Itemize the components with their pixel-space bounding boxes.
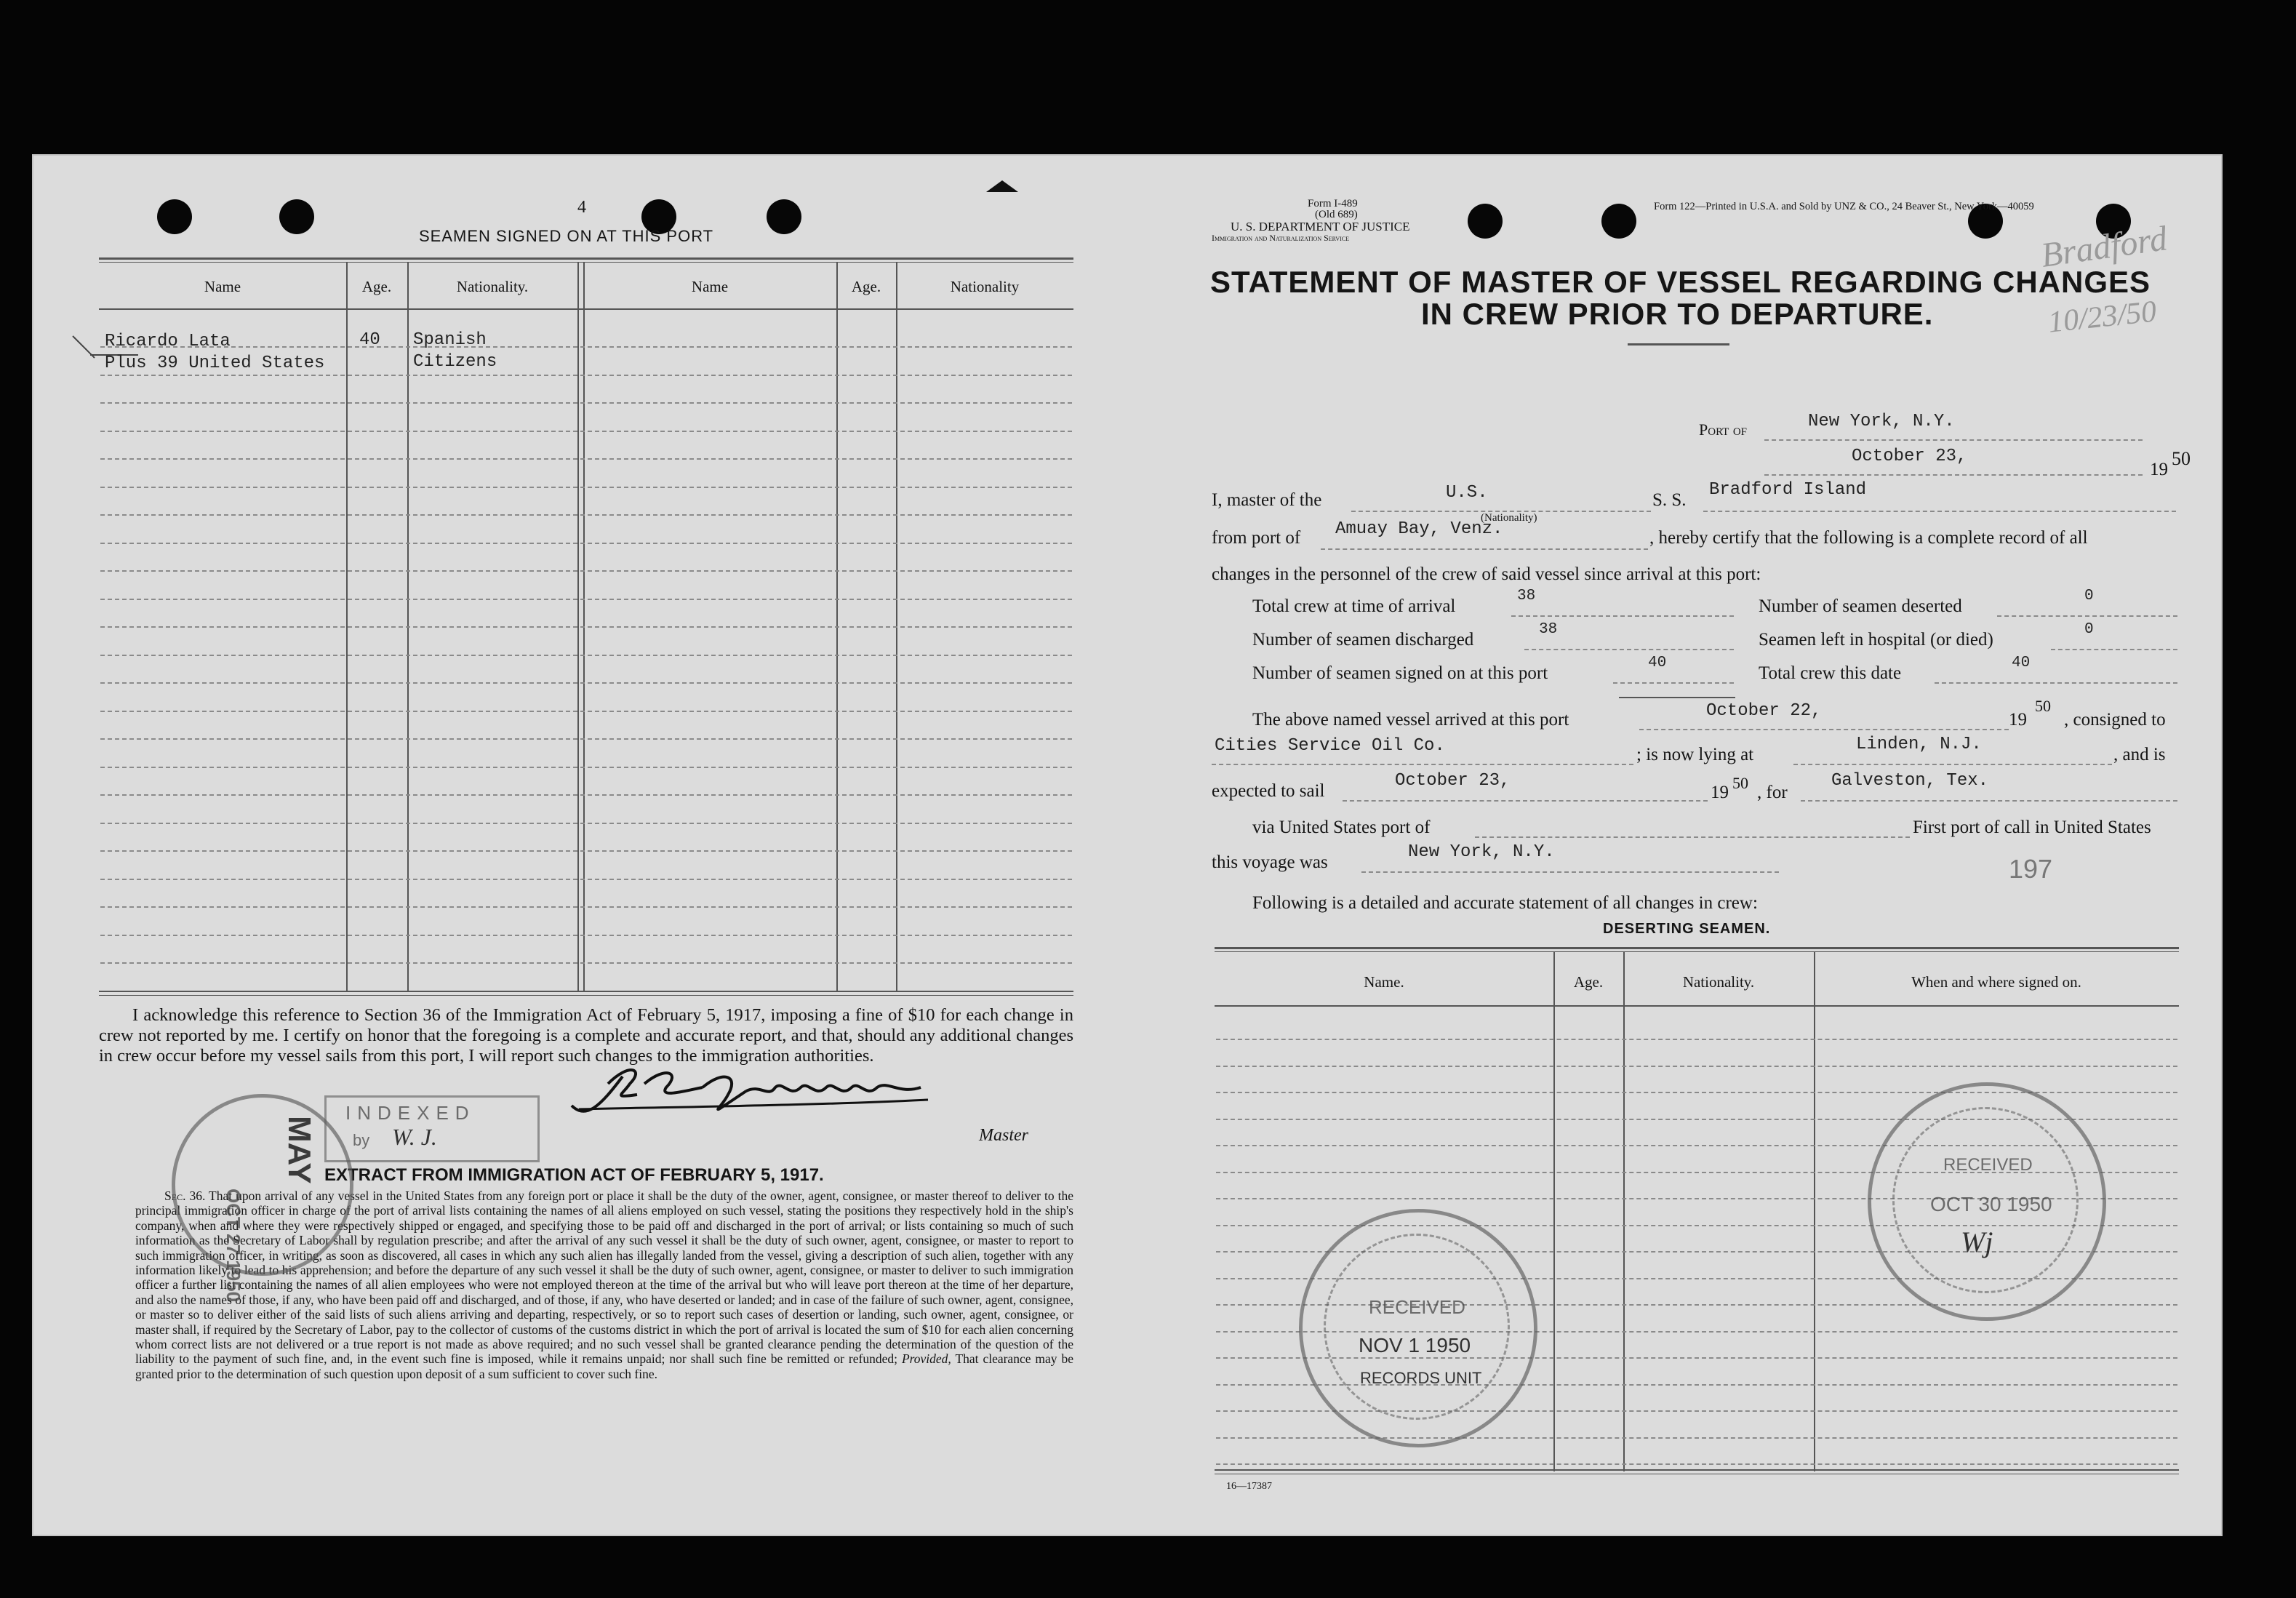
seaman-name: Ricardo Lata xyxy=(105,332,231,351)
document-scan xyxy=(32,154,2223,1536)
extract-title: EXTRACT FROM IMMIGRATION ACT OF FEBRUARY 5, 1917. xyxy=(324,1165,824,1185)
form-title-line2: IN CREW PRIOR TO DEPARTURE. xyxy=(1421,297,1934,331)
certify-text-2: changes in the personnel of the crew of said vessel since arrival at this port: xyxy=(1212,564,1761,584)
table-row-line xyxy=(100,543,1072,544)
stat-value: 0 xyxy=(2084,588,2094,604)
footer-code: 16—17387 xyxy=(1226,1481,1272,1492)
year-prefix: 19 xyxy=(2150,460,2168,479)
received-date: NOV 1 1950 xyxy=(1359,1334,1471,1357)
table-row-line xyxy=(1216,1039,2177,1040)
tear-mark xyxy=(986,180,1018,192)
certify-text: , hereby certify that the following is a complete record of all xyxy=(1649,528,2088,548)
extract-proviso-label: Provided, xyxy=(901,1351,951,1367)
expected-year: 50 xyxy=(1732,774,1748,792)
extract-proviso: That clearance may be granted prior to the determination of such question upon deposit of a sum sufficient to cover such fine. xyxy=(135,1351,1073,1381)
received-label: RECEIVED xyxy=(1369,1296,1465,1318)
table-row-line xyxy=(100,738,1072,740)
table-row-line xyxy=(100,458,1072,460)
deserting-title: DESERTING SEAMEN. xyxy=(1603,921,1771,937)
stat-label: Number of seamen deserted xyxy=(1759,596,1962,616)
column-header: When and where signed on. xyxy=(1911,973,2081,991)
expected-year-prefix: 19 xyxy=(1711,783,1729,802)
handwritten-vessel-name: Bradford xyxy=(2039,219,2170,275)
table-row-line xyxy=(1216,1066,2177,1067)
punch-hole xyxy=(767,199,801,234)
received-label: RECEIVED xyxy=(1943,1155,2033,1175)
arrived-label: The above named vessel arrived at this port xyxy=(1252,710,1569,730)
stat-label: Seamen left in hospital (or died) xyxy=(1759,630,1993,650)
arrived-year: 50 xyxy=(2035,697,2051,715)
table-row-line xyxy=(100,682,1072,684)
stat-value: 0 xyxy=(2084,621,2094,638)
stat-label: Total crew this date xyxy=(1759,663,1902,683)
column-header: Nationality xyxy=(950,278,1020,295)
extract-body: That upon arrival of any vessel in the United States from any foreign port or place it shall be the duty of the owner, agent, consignee, or master thereof to deliver to the principal immigration officer in charge of the port of arrival lists containing the names of all aliens employed on such vessel, stating the positions they respectively hold in the ship's company, when and where they were respectively shipped or engaged, and specifying those to be paid off and discharged in the port of arrival; or lists containing so much of such information as the Secretary of Labor shall by regulation prescribe; and after the arrival of any such vessel it shall be the duty of such owner, agent, consignee, or master to report to such immigration officer, in writing, as soon as discovered, all cases in which any such alien has illegally landed from the vessel, giving a description of such alien, together with any information likely to lead to his apprehension; and before the departure of any such vessel it shall be the duty of such owner, agent, consignee, or master to deliver to such immigration officer a further list containing the names of all alien employees who were not employed thereon at the time of the arrival but who will leave port thereon at the time of her departure, and also the names of those, if any, who have been paid off and discharged, and of those, if any, who have deserted or landed; and in case of the failure of such owner, agent, consignee, or master so to deliver either of the said lists of such aliens arriving and departing, respectively, or so to report such cases of desertion or landing, such owner, agent, consignee, or master shall, if required by the Secretary of Labor, pay to the collector of customs of the customs district in which the port of arrival is located the sum of $10 for each alien concerning whom correct lists are not delivered or a true report is not made as above required; and no such vessel shall be granted clearance pending the determination of the question of the liability to the payment of such fine, and, in the event such fine is imposed, while it remains unpaid; nor shall such fine be remitted or refunded; xyxy=(135,1188,1073,1367)
table-row-line xyxy=(100,487,1072,488)
seaman-nationality: Citizens xyxy=(413,352,497,372)
printer-note: Form 122—Printed in U.S.A. and Sold by UNZ & CO., 24 Beaver St., New York—40059 xyxy=(1654,201,2034,212)
service: Immigration and Naturalization Service xyxy=(1212,233,1350,243)
consignee: Cities Service Oil Co. xyxy=(1215,736,1445,756)
column-header: Name xyxy=(691,278,729,295)
table-row-line xyxy=(100,570,1072,572)
received-stamp-oct xyxy=(1868,1082,2115,1330)
expected-date: October 23, xyxy=(1395,771,1511,791)
year-value: 50 xyxy=(2172,448,2191,469)
master-signature xyxy=(557,1055,935,1127)
records-unit-label: RECORDS UNIT xyxy=(1360,1369,1482,1387)
acknowledgment-text: I acknowledge this reference to Section 36 of the Immigration Act of February 5, 1917, imposing a fine of $10 for each change in crew not reported by me. I certify on honor that the foregoing is a complete and accurate report, and that, should any additional changes in crew occur before my vessel sails from this port, I will report such changes to the immigration authorities. xyxy=(99,1005,1073,1066)
table-row xyxy=(105,353,324,373)
seaman-nationality: Spanish xyxy=(413,330,487,350)
destination: Galveston, Tex. xyxy=(1831,771,1989,791)
department: U. S. DEPARTMENT OF JUSTICE xyxy=(1231,220,1410,233)
seaman-age: 40 xyxy=(359,330,380,350)
arrived-year-prefix: 19 xyxy=(2009,710,2027,730)
stat-value: 38 xyxy=(1539,621,1558,638)
lying-at: Linden, N.J. xyxy=(1856,735,1982,754)
punch-hole xyxy=(1468,204,1503,239)
stamped-number: 197 xyxy=(2009,854,2053,884)
following-text: Following is a detailed and accurate statement of all changes in crew: xyxy=(1252,893,1758,913)
table-row-line xyxy=(100,879,1072,880)
vessel-name: Bradford Island xyxy=(1709,480,1867,500)
arrived-date: October 22, xyxy=(1706,701,1822,721)
from-port-label: from port of xyxy=(1212,528,1301,548)
first-port-value: New York, N.Y. xyxy=(1408,842,1555,862)
extract-section-label: Sec. 36. xyxy=(164,1188,206,1203)
form-old-number: (Old 689) xyxy=(1315,209,1358,220)
master-caption: Master xyxy=(979,1126,1028,1145)
column-header: Age. xyxy=(361,278,392,295)
column-header: Name xyxy=(204,278,241,295)
section-title: SEAMEN SIGNED ON AT THIS PORT xyxy=(419,227,714,245)
column-header: Nationality. xyxy=(456,278,529,295)
date-value: October 23, xyxy=(1852,447,1967,466)
punch-hole xyxy=(157,199,192,234)
port-of-label: Port of xyxy=(1699,420,1748,439)
table-row-line xyxy=(100,655,1072,656)
date-stamp-month: MAY xyxy=(281,1116,317,1184)
lying-label: ; is now lying at xyxy=(1636,745,1754,764)
stat-label: Number of seamen discharged xyxy=(1252,630,1474,650)
table-row-line xyxy=(100,962,1072,964)
table-row-line xyxy=(100,375,1072,376)
form-title-line1: STATEMENT OF MASTER OF VESSEL REGARDING CHANGES xyxy=(1210,265,2151,299)
table-row-line xyxy=(100,935,1072,936)
table-row-line xyxy=(100,431,1072,432)
table-row-line xyxy=(100,711,1072,712)
via-label: via United States port of xyxy=(1252,818,1431,837)
first-port-label: First port of call in United States xyxy=(1913,818,2151,837)
table-row-line xyxy=(100,514,1072,516)
and-is-label: , and is xyxy=(2113,745,2166,764)
column-header: Age. xyxy=(1573,973,1604,991)
handwritten-date: 10/23/50 xyxy=(2047,295,2159,340)
table-row xyxy=(105,332,231,351)
master-of-label: I, master of the xyxy=(1212,490,1322,510)
page-number: 4 xyxy=(577,198,586,217)
punch-hole xyxy=(279,199,314,234)
for-label: , for xyxy=(1757,783,1788,802)
indexed-label: INDEXED xyxy=(345,1102,476,1124)
table-row-line xyxy=(1216,1463,2177,1465)
indexed-by-label: by xyxy=(353,1131,370,1149)
stat-value: 40 xyxy=(1648,655,1667,671)
table-row-line xyxy=(100,599,1072,600)
date-stamp-date: OCT 27 1950 xyxy=(223,1188,244,1303)
table-row-line xyxy=(100,906,1072,908)
expected-label: expected to sail xyxy=(1212,781,1325,801)
stat-value: 40 xyxy=(2012,655,2031,671)
date-stamp xyxy=(164,1079,383,1303)
column-header: Name. xyxy=(1364,973,1404,991)
received-initials: Wj xyxy=(1961,1226,1993,1258)
column-header: Age. xyxy=(851,278,881,295)
form-number: Form I-489 xyxy=(1308,198,1358,209)
ss-label: S. S. xyxy=(1652,490,1687,510)
table-row-line xyxy=(100,823,1072,824)
table-row-line xyxy=(100,850,1072,852)
nationality-value: U.S. xyxy=(1446,483,1488,503)
voyage-label: this voyage was xyxy=(1212,852,1328,872)
from-port-value: Amuay Bay, Venz. xyxy=(1335,519,1503,539)
signature-text xyxy=(913,1101,917,1102)
indexed-initials: W. J. xyxy=(392,1124,437,1150)
port-of-value: New York, N.Y. xyxy=(1808,412,1955,431)
table-row-line xyxy=(100,767,1072,768)
column-header: Nationality. xyxy=(1682,973,1755,991)
table-row-line xyxy=(100,626,1072,628)
table-row-line xyxy=(100,346,1072,348)
received-stamp-records xyxy=(1299,1209,1539,1449)
seaman-name: Plus 39 United States xyxy=(105,353,325,373)
stat-value: 38 xyxy=(1517,588,1536,604)
table-row-line xyxy=(100,794,1072,796)
consigned-label: , consigned to xyxy=(2064,710,2166,730)
received-date: OCT 30 1950 xyxy=(1930,1193,2052,1215)
nationality-caption: (Nationality) xyxy=(1481,512,1537,524)
punch-hole xyxy=(1601,204,1636,239)
stat-label: Number of seamen signed on at this port xyxy=(1252,663,1548,683)
stat-label: Total crew at time of arrival xyxy=(1252,596,1456,616)
table-row-line xyxy=(100,402,1072,404)
